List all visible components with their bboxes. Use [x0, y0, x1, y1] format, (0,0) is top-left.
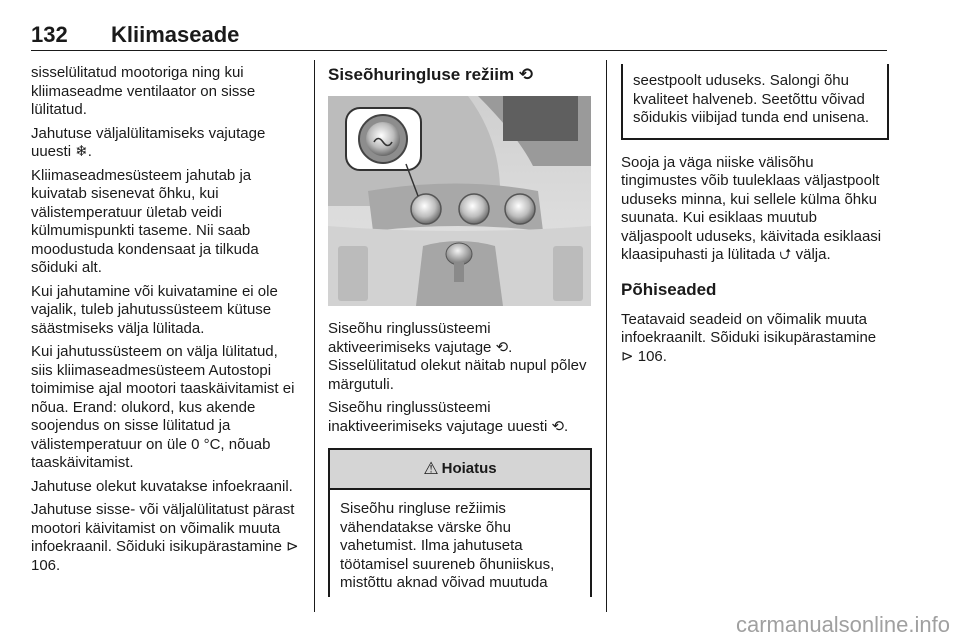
paragraph: sisselülitatud mootoriga ning kui kliimaseadme ventilaator on sisse lülitatud. [31, 64, 256, 118]
console-photo [328, 96, 591, 306]
page-number: 132 [31, 22, 68, 47]
paragraph: Teatavaid seadeid on võimalik muuta infoekraanilt. Sõiduki isikupärastamine ⊳ 106. [621, 310, 877, 365]
column-3 [621, 64, 887, 371]
column-1 [31, 64, 301, 580]
column-divider-2 [606, 60, 607, 612]
paragraph: Siseõhu ringlussüsteemi aktiveerimiseks vajutage ⟲. Sisselülitatud olekut näitab nupul põlev märgutuli. [328, 320, 587, 393]
page-title: Kliimaseade [111, 22, 240, 47]
warning-title: Hoiatus [441, 459, 497, 477]
section-heading-basic-settings: Põhiseaded [621, 279, 717, 299]
paragraph: Kliimaseadmesüsteem jahutab ja kuivatab sisenevat õhku, kui välistemperatuur ületab veidi külmumispunkti taseme. Nii saab moodustuda kondensaat ja tilkuda sõiduki alt. [31, 166, 259, 276]
warning-header [330, 450, 590, 490]
page-header [31, 22, 887, 52]
warning-text: Siseõhu ringluse režiimis vähendatakse värske õhu vahetumist. Ilma jahutuseta töötamisel suureneb õhuniiskus, mistõttu aknad võivad muutuda [340, 500, 555, 591]
column-2 [328, 64, 593, 597]
header-rule [31, 50, 887, 51]
paragraph: Jahutuse olekut kuvatakse infoekraanil. [31, 477, 293, 495]
paragraph: Kui jahutussüsteem on välja lülitatud, siis kliimaseadmesüsteem Autostopi toimimise ajal mootori taaskäivitamist ei nõua. Erand: olukord, kus akende soojendus on sisse lülitatud ja välistemperatuur on üle 0 °C, nõuab taaskäivitamist. [31, 343, 295, 471]
paragraph: Jahutuse sisse- või väljalülitatust pärast mootori käivitamist on võimalik muuta infoekraanil. Sõiduki isikupärastamine ⊳ 106. [31, 501, 299, 574]
warning-box-continued: seestpoolt uduseks. Salongi õhu kvaliteet halveneb. Seetõttu võivad sõidukis viibijad tunda end unisena. [621, 64, 889, 140]
warning-box [328, 448, 592, 597]
section-heading-recirculation: Siseõhuringluse režiim ⟲ [328, 65, 534, 84]
column-divider-1 [314, 60, 315, 612]
warning-triangle-icon: ⚠ [423, 458, 439, 478]
paragraph: Siseõhu ringlussüsteemi inaktiveerimiseks vajutage uuesti ⟲. [328, 399, 569, 435]
watermark-text: carmanualsonline.info [735, 612, 950, 637]
console-illustration [328, 96, 591, 306]
paragraph: Jahutuse väljalülitamiseks vajutage uuesti ❄. [31, 124, 266, 160]
paragraph: Kui jahutamine või kuivatamine ei ole vajalik, tuleb jahutussüsteem kütuse säästmiseks välja lülitada. [31, 282, 278, 337]
paragraph: Sooja ja väga niiske välisõhu tingimustes võib tuuleklaas väljastpoolt uduseks minna, kui sellele külma õhku suunata. Kui esiklaas muutub väljaspoolt uduseks, käivitada esiklaasi klaasipuhasti ja lülitada ⮍ välja. [621, 153, 882, 263]
